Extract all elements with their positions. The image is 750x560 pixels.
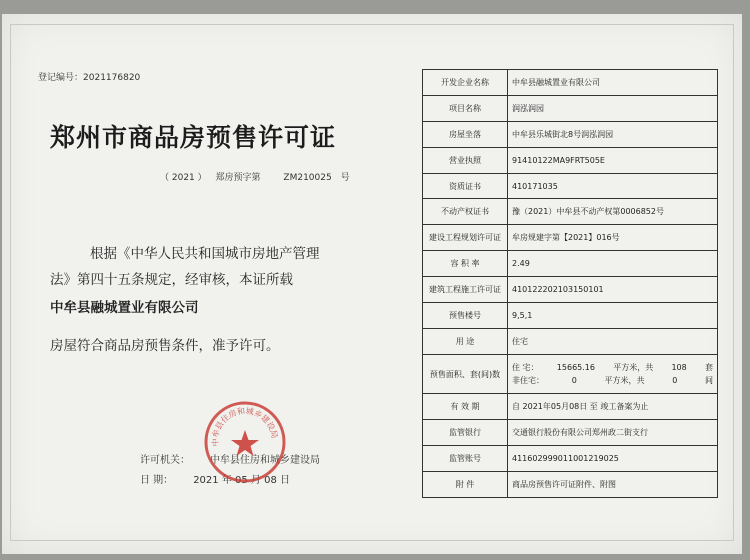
table-row: [423, 173, 718, 199]
body-line-4: 房屋符合商品房预售条件，准予许可。: [50, 338, 280, 354]
cert-number: ZM210025: [283, 173, 332, 183]
cert-suffix: 号: [340, 173, 350, 183]
reg-value: 2021176820: [83, 73, 141, 83]
area-text: 15665.16: [556, 363, 595, 373]
area-text: 0: [571, 376, 577, 386]
row-value: 410171035: [508, 173, 718, 199]
area-text: 108: [671, 363, 687, 373]
issuer-value: 中牟县住房和城乡建设局: [210, 455, 320, 466]
area-text: 0: [672, 376, 678, 386]
area-label: 预售面积、套(间)数: [423, 354, 508, 393]
table-row: [423, 70, 718, 96]
row-label: 监管账号: [423, 446, 508, 472]
row-value: 中牟县融城置业有限公司: [508, 70, 718, 96]
row-label: 营业执照: [423, 147, 508, 173]
area-text: 平方米，共: [604, 376, 645, 386]
body-line-1: 根据《中华人民共和国城市房地产管理: [90, 246, 320, 262]
row-label: 建筑工程施工许可证: [423, 277, 508, 303]
row-value: 中牟县乐城街北8号润泓润园: [508, 121, 718, 147]
issuer-label: 许可机关：: [140, 455, 190, 466]
row-value: 9,5,1: [508, 303, 718, 329]
area-text: 套: [705, 363, 713, 373]
row-label: 不动产权证书: [423, 199, 508, 225]
area-text: 住 宅：: [512, 363, 539, 373]
row-label: 容 积 率: [423, 251, 508, 277]
area-line-nonresidential: [512, 374, 713, 387]
table-row: [423, 446, 718, 472]
row-value: 住宅: [508, 328, 718, 354]
area-text: 非住宅：: [512, 376, 544, 386]
table-row: [423, 420, 718, 446]
row-value: 豫（2021）中牟县不动产权第0006852号: [508, 199, 718, 225]
area-line-residential: [512, 361, 713, 374]
page-title: 郑州市商品房预售许可证: [50, 123, 337, 152]
row-value: 牟房规建字第【2021】016号: [508, 225, 718, 251]
row-value: 交通银行股份有限公司郑州政二街支行: [508, 420, 718, 446]
row-label: 建设工程规划许可证: [423, 225, 508, 251]
table-row: [423, 303, 718, 329]
table-row: [423, 394, 718, 420]
row-value: 2.49: [508, 251, 718, 277]
row-label: 有 效 期: [423, 394, 508, 420]
body-line-2: 法》第四十五条规定，经审核，本证所载: [50, 272, 293, 288]
row-label: 用 途: [423, 328, 508, 354]
row-value: 商品房预售许可证附件、附图: [508, 472, 718, 498]
row-label: 项目名称: [423, 95, 508, 121]
row-value: 润泓润园: [508, 95, 718, 121]
cert-year: （ 2021 ）: [160, 173, 207, 183]
date-value: 2021 年 05 月 08 日: [193, 475, 290, 486]
row-label: 房屋坐落: [423, 121, 508, 147]
table-row: [423, 472, 718, 498]
reg-label: 登记编号：: [38, 73, 84, 83]
row-label: 附 件: [423, 472, 508, 498]
info-table: [422, 69, 718, 498]
table-row: [423, 199, 718, 225]
table-row: [423, 354, 718, 393]
row-label: 预售楼号: [423, 303, 508, 329]
company-name: 中牟县融城置业有限公司: [50, 300, 199, 316]
row-label: 监管银行: [423, 420, 508, 446]
table-row: [423, 121, 718, 147]
row-value: 91410122MA9FRT505E: [508, 147, 718, 173]
area-value: [508, 354, 718, 393]
table-row: [423, 277, 718, 303]
row-value: 410122202103150101: [508, 277, 718, 303]
table-row: [423, 147, 718, 173]
certificate-number: [160, 170, 356, 183]
row-value: 411602999011001219025: [508, 446, 718, 472]
row-label: 开发企业名称: [423, 70, 508, 96]
cert-prefix: 郑房预字第: [215, 173, 261, 183]
registration-number: [38, 70, 140, 83]
area-text: 间: [705, 376, 713, 386]
table-row: [423, 225, 718, 251]
table-row: [423, 95, 718, 121]
area-text: 平方米，共: [613, 363, 654, 373]
row-label: 资质证书: [423, 173, 508, 199]
date-label: 日 期：: [140, 475, 174, 486]
table-row: [423, 328, 718, 354]
table-row: [423, 251, 718, 277]
official-seal-stamp: [203, 400, 287, 484]
row-value: 自 2021年05月08日 至 竣工备案为止: [508, 394, 718, 420]
svg-text:中牟县住房和城乡建设局: 中牟县住房和城乡建设局: [210, 406, 280, 447]
